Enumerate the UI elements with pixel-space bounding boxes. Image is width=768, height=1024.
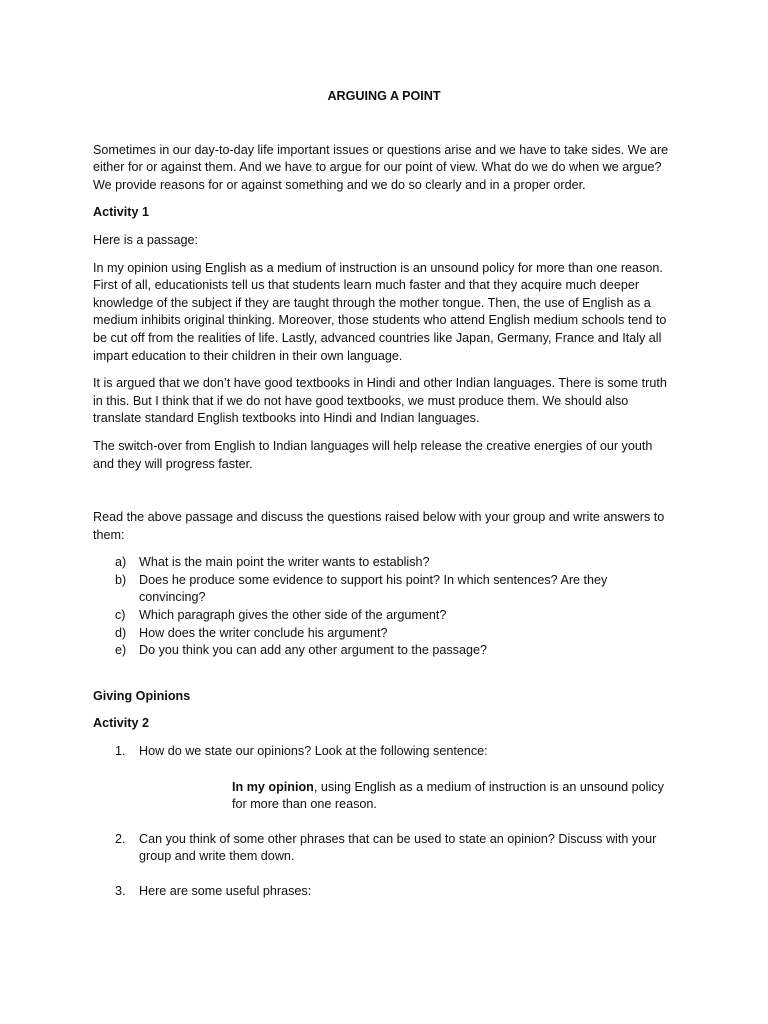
activity-1-lead: Here is a passage: [93, 232, 199, 247]
question-marker: d) [115, 625, 127, 640]
question-item [93, 607, 675, 625]
activity-2-item [93, 883, 675, 901]
item-text: How do we state our opinions? Look at the following sentence: [139, 744, 488, 759]
item-marker: 3. [115, 884, 126, 898]
example-rest: , using English as a medium of instruction is an unsound policy for more than one reason. [232, 779, 664, 812]
activity-1-heading: Activity 1 [93, 205, 149, 220]
item-text: Here are some useful phrases: [139, 884, 312, 898]
activity-2-item [93, 743, 675, 814]
example-sentence [185, 779, 675, 814]
question-text: How does the writer conclude his argument? [139, 625, 388, 640]
activity-1-instruction: Read the above passage and discuss the questions raised below with your group and write answers to them: [93, 510, 665, 542]
passage-paragraph-1: In my opinion using English as a medium of instruction is an unsound policy for more than one reason. First of all, educationists tell us that students learn much faster and that they acquire much deeper knowledge of the subject if they are taught through the mother tongue. Then, the use of English as a medium inhibits original thinking. Moreover, those students who attend English medium schools tend to be cut off from the realities of life. Lastly, advanced countries like Japan, Germany, France and Italy all impart education to their children in their own language. [93, 260, 667, 363]
document-page [93, 88, 675, 918]
question-marker: a) [115, 555, 127, 570]
passage-paragraph-3: The switch-over from English to Indian languages will help release the creative energies of our youth and they will progress faster. [93, 438, 653, 471]
question-marker: c) [115, 608, 126, 623]
question-item [93, 625, 675, 643]
item-text: Can you think of some other phrases that can be used to state an opinion? Discuss with your group and write them down. [139, 831, 657, 864]
document-title: ARGUING A POINT [327, 89, 441, 103]
item-marker: 1. [115, 744, 126, 759]
question-text: Does he produce some evidence to support his point? In which sentences? Are they convincing? [139, 572, 608, 605]
passage-paragraph-2: It is argued that we don’t have good textbooks in Hindi and other Indian languages. There is some truth in this. But I think that if we do not have good textbooks, we must produce them. We should also translate standard English textbooks into Hindi and Indian languages. [93, 376, 667, 426]
intro-paragraph: Sometimes in our day-to-day life important issues or questions arise and we have to take sides. We are either for or against them. And we have to argue for our point of view. What do we do when we argue? We provide reasons for or against something and we do so clearly and in a proper order. [93, 142, 669, 192]
question-item [93, 554, 675, 572]
example-bold-phrase: In my opinion [232, 779, 314, 794]
activity-2-heading: Activity 2 [93, 716, 149, 731]
question-item [93, 572, 675, 607]
question-text: Which paragraph gives the other side of the argument? [139, 608, 447, 623]
question-list [93, 554, 675, 660]
item-marker: 2. [115, 831, 126, 846]
question-text: Do you think you can add any other argument to the passage? [139, 643, 487, 658]
question-item [93, 642, 675, 660]
activity-2-item [93, 831, 675, 866]
question-text: What is the main point the writer wants to establish? [139, 555, 430, 570]
activity-2-list [93, 743, 675, 901]
question-marker: e) [115, 643, 127, 658]
question-marker: b) [115, 572, 127, 587]
giving-opinions-heading: Giving Opinions [93, 688, 191, 703]
